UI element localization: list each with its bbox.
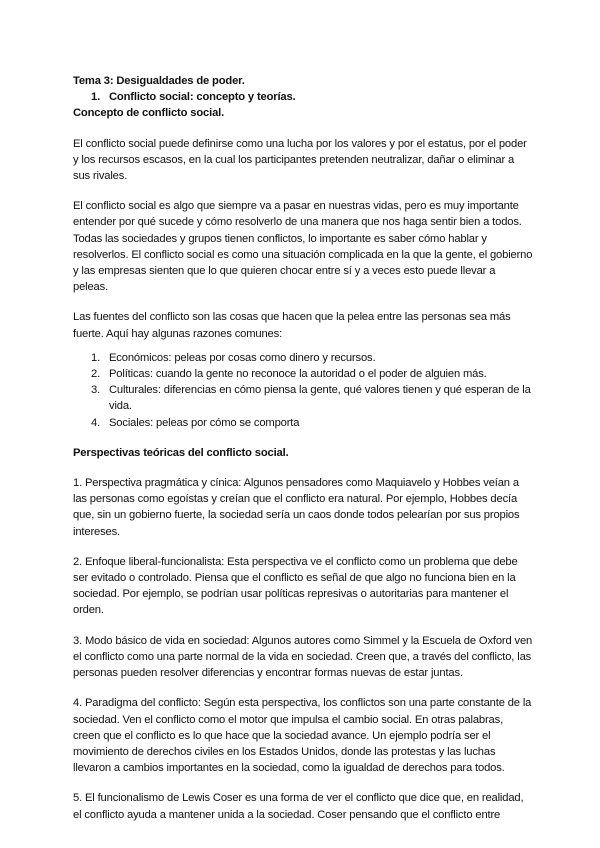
paragraph-definition: El conflicto social puede definirse como una lucha por los valores y por el estatus, por el poder y los recursos escasos, en la cual los participantes pretenden neutralizar, dañar o eliminar a sus rivales. [73,137,527,183]
perspective-paragraph: 3. Modo básico de vida en sociedad: Algunos autores como Simmel y la Escuela de Oxford ven el conflicto como una parte normal de la vida en sociedad. Creen que, a través del conflicto, las personas pueden resolver diferencias y encontrar formas nuevas de estar juntas. [73,634,533,680]
list-item [73,415,533,431]
paragraph-explanation: El conflicto social es algo que siempre va a pasar en nuestras vidas, pero es muy importante entender por qué sucede y cómo resolverlo de una manera que nos haga sentir bien a todos. Todas las sociedades y grupos tienen conflictos, lo importante es saber cómo hablar y resolverlos. El conflicto social es como una situación complicada en la que la gente, el gobierno y las empresas sienten que lo que quieren chocar entre sí y a veces esto puede llevar a peleas. [73,200,533,294]
subtopic-text: Conflicto social: concepto y teorías. [109,91,296,104]
perspective-paragraph: 4. Paradigma del conflicto: Según esta perspectiva, los conflictos son una parte constante de la sociedad. Ven el conflicto como el motor que impulsa el cambio social. En otras palabras, creen que el conflicto es lo que hace que la sociedad avance. Un ejemplo podría ser el movimiento de derechos civiles en los Estados Unidos, donde las protestas y las luchas llevaron a cambios importantes en la sociedad, como la igualdad de derechos para todos. [73,697,532,775]
list-item [73,350,533,366]
list-item-number: 4. [91,416,101,429]
paragraph-sources: Las fuentes del conflicto son las cosas que hacen que la pelea entre las personas sea más fuerte. Aquí hay algunas razones comunes: [73,311,511,340]
list-item-number: 1. [91,351,101,364]
list-item-text: Culturales: diferencias en cómo piensa la gente, qué valores tienen y qué esperan de la vida. [109,384,531,413]
list-item-text: Económicos: peleas por cosas como dinero y recursos. [109,351,376,364]
list-item-number: 3. [91,384,101,397]
section-heading: Concepto de conflicto social. [73,107,225,120]
perspective-paragraph: 2. Enfoque liberal-funcionalista: Esta perspectiva ve el conflicto como un problema que debe ser evitado o controlado. Piensa que el conflicto es señal de que algo no funciona bien en la sociedad. Por ejemplo, se podrían usar políticas represivas o autoritarias para mantener el orden. [73,555,518,617]
reasons-list [73,350,533,431]
perspective-paragraph: 1. Perspectiva pragmática y cínica: Algunos pensadores como Maquiavelo y Hobbes veían a las personas como egoístas y creían que el conflicto era natural. Por ejemplo, Hobbes decía que, sin un gobierno fuerte, la sociedad sería un caos donde todos pelearían por sus propios intereses. [73,477,520,538]
subtopic-number: 1. [91,91,101,104]
perspective-paragraph: 5. El funcionalismo de Lewis Coser es una forma de ver el conflicto que dice que, en realidad, el conflicto ayuda a mantener unida a la sociedad. Coser pensando que el conflicto entre [73,792,524,821]
list-item [73,382,533,414]
topic-title: Tema 3: Desigualdades de poder. [73,75,245,87]
document-page [73,73,533,823]
perspectives-heading: Perspectivas teóricas del conflicto social. [73,446,289,459]
list-item [73,366,533,382]
list-item-text: Políticas: cuando la gente no reconoce la autoridad o el poder de alguien más. [109,368,487,381]
subtopic-item [73,89,533,105]
list-item-number: 2. [91,368,101,381]
list-item-text: Sociales: peleas por cómo se comporta [109,416,300,429]
